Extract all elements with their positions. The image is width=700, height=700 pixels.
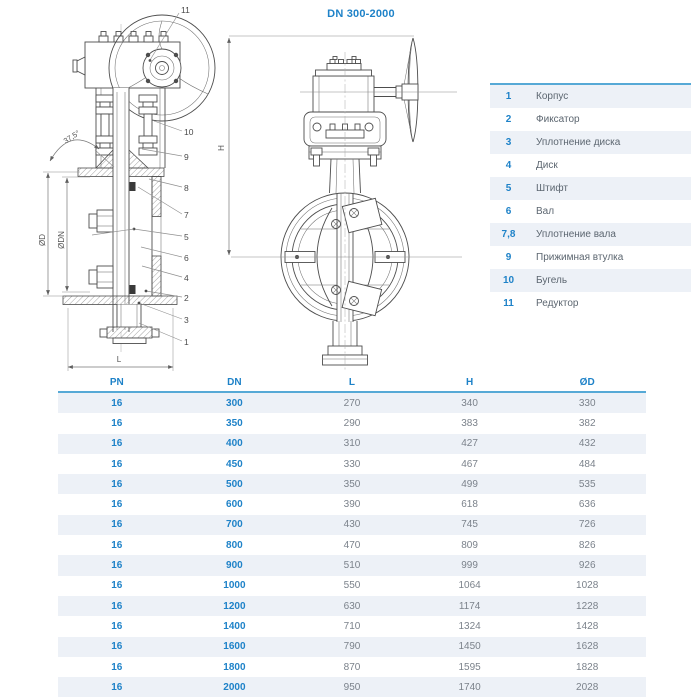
table-cell: 1450 (458, 641, 481, 653)
legend-row (490, 200, 691, 223)
table-cell: 300 (226, 397, 243, 409)
table-cell: 726 (578, 519, 596, 531)
legend-item-number: 1 (505, 91, 512, 102)
gearbox-front (313, 57, 374, 113)
table-cell: 430 (343, 519, 361, 531)
side-view-drawing (38, 5, 215, 371)
table-cell: 383 (461, 417, 478, 429)
legend-row (490, 177, 691, 200)
table-cell: 999 (461, 560, 478, 572)
table-cell: 16 (111, 417, 123, 429)
legend-item-label: Редуктор (536, 298, 579, 309)
callout-label: 2 (184, 293, 189, 303)
table-cell: 926 (578, 560, 596, 572)
table-cell: 16 (111, 600, 123, 612)
table-cell: 350 (343, 478, 361, 490)
legend-item-number: 4 (505, 160, 512, 171)
table-row (58, 434, 646, 454)
table-cell: 290 (343, 417, 361, 429)
callout-label: 1 (184, 337, 189, 347)
table-header-row (58, 376, 646, 393)
column-header: ØD (579, 377, 595, 388)
table-cell: 630 (343, 600, 361, 612)
table-cell: 550 (343, 580, 361, 592)
table-cell: 800 (226, 539, 243, 551)
table-cell: 1028 (576, 580, 599, 592)
column-header: L (348, 377, 356, 388)
front-view-drawing (231, 38, 462, 370)
table-cell: 16 (111, 499, 123, 511)
table-row (58, 657, 646, 677)
table-cell: 16 (111, 478, 123, 490)
dimensions-table (58, 376, 646, 697)
column-header: H (465, 377, 474, 388)
table-cell: 499 (461, 478, 478, 490)
callout-label: 6 (184, 253, 189, 263)
table-cell: 484 (578, 458, 596, 470)
table-cell: 16 (111, 681, 123, 693)
legend-item-label: Штифт (536, 183, 568, 194)
table-cell: 826 (578, 539, 596, 551)
legend-item-label: Уплотнение вала (536, 229, 616, 240)
table-cell: 1000 (223, 580, 246, 592)
table-cell: 470 (343, 539, 361, 551)
table-cell: 432 (578, 438, 596, 450)
table-cell: 467 (461, 458, 478, 470)
callout-label: 5 (184, 232, 189, 242)
table-cell: 2000 (223, 681, 246, 693)
table-cell: 270 (343, 397, 361, 409)
table-cell: 16 (111, 519, 123, 531)
legend-item-label: Бугель (536, 275, 568, 286)
table-cell: 16 (111, 539, 123, 551)
table-cell: 350 (226, 417, 243, 429)
table-cell: 1200 (223, 600, 246, 612)
legend-row (490, 108, 691, 131)
table-row (58, 596, 646, 616)
table-cell: 16 (111, 620, 123, 632)
legend-row (490, 223, 691, 246)
legend-row (490, 292, 691, 315)
callout-label: 3 (184, 315, 189, 325)
table-cell: 310 (343, 438, 361, 450)
table-cell: 790 (343, 641, 361, 653)
table-cell: 1600 (223, 641, 246, 653)
legend-item-number: 7,8 (501, 229, 516, 240)
table-cell: 382 (578, 417, 596, 429)
table-cell: 600 (226, 499, 243, 511)
table-cell: 710 (343, 620, 361, 632)
table-cell: 636 (578, 499, 596, 511)
callout-label: 9 (184, 152, 189, 162)
dimension-label-l: L (116, 355, 122, 364)
table-cell: 1595 (458, 661, 481, 673)
table-cell: 330 (578, 397, 596, 409)
dimension-label-od: ØD (38, 234, 47, 246)
table-row (58, 535, 646, 555)
table-cell: 535 (578, 478, 596, 490)
table-row (58, 474, 646, 494)
dimension-label-angle: 37,5° (61, 128, 82, 146)
table-cell: 400 (226, 438, 243, 450)
table-cell: 16 (111, 661, 123, 673)
table-cell: 16 (111, 641, 123, 653)
table-body (58, 393, 646, 697)
table-cell: 2028 (576, 681, 599, 693)
table-cell: 510 (343, 560, 361, 572)
legend-item-number: 6 (505, 206, 512, 217)
table-cell: 16 (111, 397, 123, 409)
legend-item-number: 3 (505, 137, 512, 148)
column-header: DN (227, 377, 242, 388)
shaft-seal (130, 182, 136, 191)
table-cell: 700 (226, 519, 243, 531)
bolt-stack-left (96, 95, 114, 155)
table-cell: 340 (461, 397, 478, 409)
table-cell: 16 (111, 580, 123, 592)
table-row (58, 413, 646, 433)
legend-item-number: 9 (505, 252, 512, 263)
table-row (58, 515, 646, 535)
table-row (58, 393, 646, 413)
table-cell: 1828 (576, 661, 599, 673)
page-title: DN 300-2000 (327, 8, 395, 20)
legend-row (490, 246, 691, 269)
table-row (58, 555, 646, 575)
technical-drawing (0, 0, 480, 375)
table-cell: 16 (111, 560, 123, 572)
table-cell: 16 (111, 438, 123, 450)
table-cell: 450 (226, 458, 243, 470)
legend-item-number: 2 (505, 114, 512, 125)
table-cell: 745 (461, 519, 478, 531)
legend-item-label: Уплотнение диска (536, 137, 621, 148)
bolt-stack-right (139, 95, 157, 155)
table-cell: 870 (343, 661, 361, 673)
table-cell: 1064 (458, 580, 481, 592)
table-cell: 1428 (576, 620, 599, 632)
table-cell: 950 (343, 681, 361, 693)
legend-item-label: Корпус (536, 91, 569, 102)
table-cell: 809 (461, 539, 478, 551)
legend-row (490, 85, 691, 108)
table-cell: 390 (343, 499, 361, 511)
table-cell: 1400 (223, 620, 246, 632)
legend-item-label: Фиксатор (536, 114, 580, 125)
legend-row (490, 154, 691, 177)
table-cell: 16 (111, 458, 123, 470)
callout-label: 10 (184, 127, 194, 137)
legend-row (490, 131, 691, 154)
table-row (58, 616, 646, 636)
table-cell: 1174 (458, 600, 481, 612)
legend-item-label: Прижимная втулка (536, 252, 624, 263)
legend-item-label: Диск (536, 160, 558, 171)
table-cell: 1740 (458, 681, 481, 693)
dimension-label-odn: ØDN (57, 231, 66, 249)
legend-item-number: 11 (503, 298, 514, 309)
callout-label: 4 (184, 273, 189, 283)
shaft-seal (130, 285, 136, 294)
table-cell: 1628 (576, 641, 599, 653)
legend-item-label: Вал (536, 206, 555, 217)
dimension-nominal-diameter (57, 177, 90, 292)
table-row (58, 576, 646, 596)
callout-label: 11 (181, 5, 190, 15)
table-row (58, 494, 646, 514)
column-header: PN (109, 377, 124, 388)
table-row (58, 677, 646, 697)
table-row (58, 637, 646, 657)
legend-row (490, 269, 691, 292)
parts-legend (490, 83, 691, 315)
table-cell: 1228 (576, 600, 599, 612)
table-cell: 1800 (223, 661, 246, 673)
legend-item-number: 5 (505, 183, 512, 194)
callout-label: 7 (184, 210, 189, 220)
dimension-label-h: H (217, 145, 226, 151)
table-cell: 900 (226, 560, 243, 572)
legend-item-number: 10 (502, 275, 515, 286)
table-cell: 1324 (458, 620, 481, 632)
table-row (58, 454, 646, 474)
callout-label: 8 (184, 183, 189, 193)
table-cell: 427 (461, 438, 478, 450)
table-cell: 500 (226, 478, 243, 490)
table-cell: 330 (343, 458, 361, 470)
table-cell: 618 (461, 499, 478, 511)
